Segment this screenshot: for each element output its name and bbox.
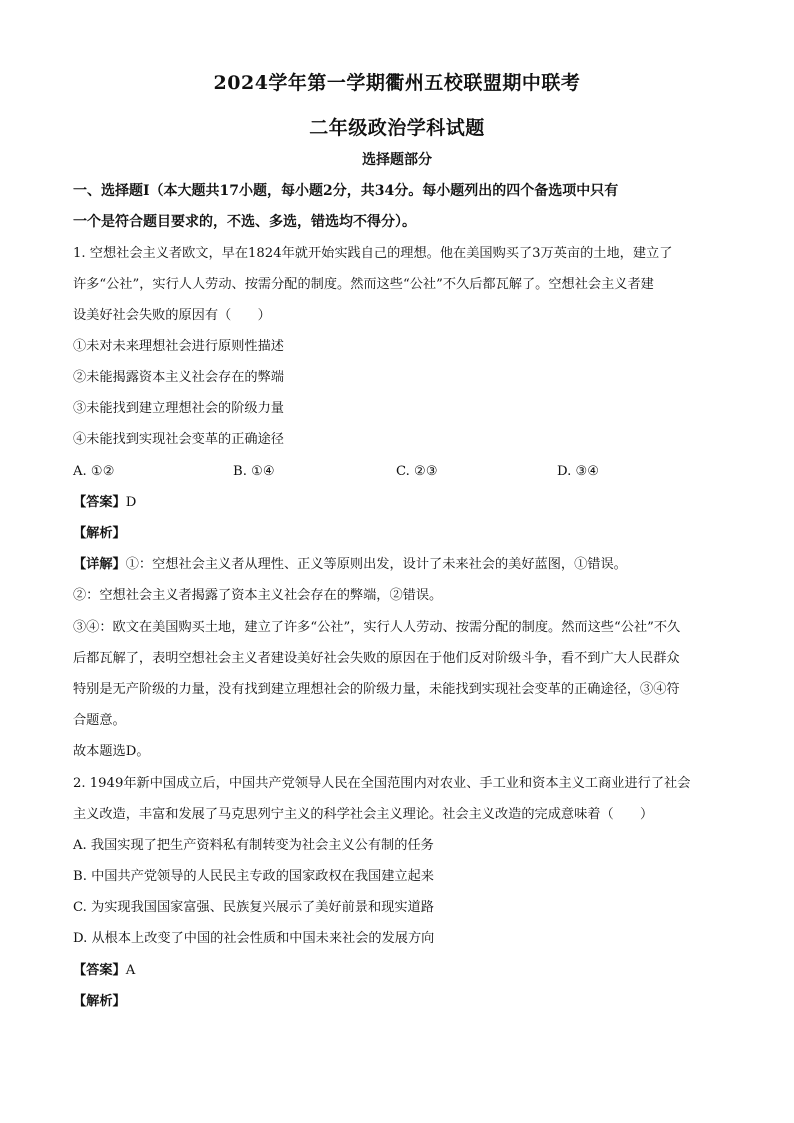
- q1-detail-line2: ②：空想社会主义者揭露了资本主义社会存在的弊端，②错误。: [73, 588, 443, 603]
- q1-item-3: ③未能找到建立理想社会的阶级力量: [73, 401, 284, 416]
- part-instructions-line1: 一、选择题Ⅰ（本大题共17小题，每小题2分，共34分。每小题列出的四个备选项中只有: [73, 183, 619, 199]
- q1-stem-line2: 许多“公社”，实行人人劳动、按需分配的制度。然而这些“公社”不久后都瓦解了。空想社会主义者建: [73, 277, 654, 292]
- part-instructions-line2: 一个是符合题目要求的，不选、多选，错选均不得分）。: [73, 214, 416, 230]
- q1-detail-line6: 合题意。: [73, 713, 126, 728]
- q1-detail-line1: [73, 556, 627, 574]
- q2-answer-value: A: [125, 963, 136, 978]
- q2-option-d: D. 从根本上改变了中国的社会性质和中国未来社会的发展方向: [73, 931, 435, 946]
- q1-item-4: ④未能找到实现社会变革的正确途径: [73, 432, 284, 447]
- q2-stem-line1: 2. 1949年新中国成立后，中国共产党领导人民在全国范围内对农业、手工业和资本主义工商业进行了社会: [73, 776, 691, 791]
- q2-option-c: C. 为实现我国国家富强、民族复兴展示了美好前景和现实道路: [73, 900, 434, 915]
- q1-option-d: D. ③④: [557, 464, 600, 479]
- q1-detail-line5: 特别是无产阶级的力量，没有找到建立理想社会的阶级力量，未能找到实现社会变革的正确途径，③④符: [73, 682, 680, 697]
- q1-answer-row: [73, 494, 136, 512]
- q1-analysis-tag: 【解析】: [73, 526, 126, 541]
- q2-answer-row: [73, 962, 135, 980]
- q1-option-c: C. ②③: [396, 464, 438, 479]
- q2-stem-line2: 主义改造，丰富和发展了马克思列宁主义的科学社会主义理论。社会主义改造的完成意味着（ ）: [73, 807, 654, 822]
- q1-item-2: ②未能揭露资本主义社会存在的弊端: [73, 370, 284, 385]
- q2-analysis-tag: 【解析】: [73, 994, 126, 1009]
- q1-answer-value: D: [125, 495, 137, 510]
- detail-tag: 【详解】: [73, 557, 126, 572]
- answer-tag: 【答案】: [73, 495, 126, 510]
- q1-item-1: ①未对未来理想社会进行原则性描述: [73, 339, 284, 354]
- q2-option-a: A. 我国实现了把生产资料私有制转变为社会主义公有制的任务: [73, 838, 434, 853]
- section-heading: 选择题部分: [362, 152, 432, 168]
- q1-option-a: A. ①②: [73, 464, 115, 479]
- q1-detail-line3: ③④：欧文在美国购买土地，建立了许多“公社”，实行人人劳动、按需分配的制度。然而这些“公社”不久: [73, 620, 681, 635]
- exam-subtitle: 二年级政治学科试题: [309, 117, 485, 139]
- q1-stem-line3: 设美好社会失败的原因有（ ）: [73, 308, 271, 323]
- answer-tag: 【答案】: [73, 963, 126, 978]
- q1-conclusion: 故本题选D。: [73, 744, 150, 759]
- q1-stem-line1: 1. 空想社会主义者欧文，早在1824年就开始实践自己的理想。他在美国购买了3万英亩的土地，建立了: [73, 246, 673, 261]
- q1-detail-line4: 后都瓦解了，表明空想社会主义者建设美好社会失败的原因在于他们反对阶级斗争，看不到广大人民群众: [73, 651, 680, 666]
- q2-option-b: B. 中国共产党领导的人民民主专政的国家政权在我国建立起来: [73, 869, 434, 884]
- q1-detail-text1: ①：空想社会主义者从理性、正义等原则出发，设计了未来社会的美好蓝图，①错误。: [125, 557, 627, 572]
- q1-option-b: B. ①④: [233, 464, 275, 479]
- exam-title: 2024学年第一学期衢州五校联盟期中联考: [213, 72, 581, 94]
